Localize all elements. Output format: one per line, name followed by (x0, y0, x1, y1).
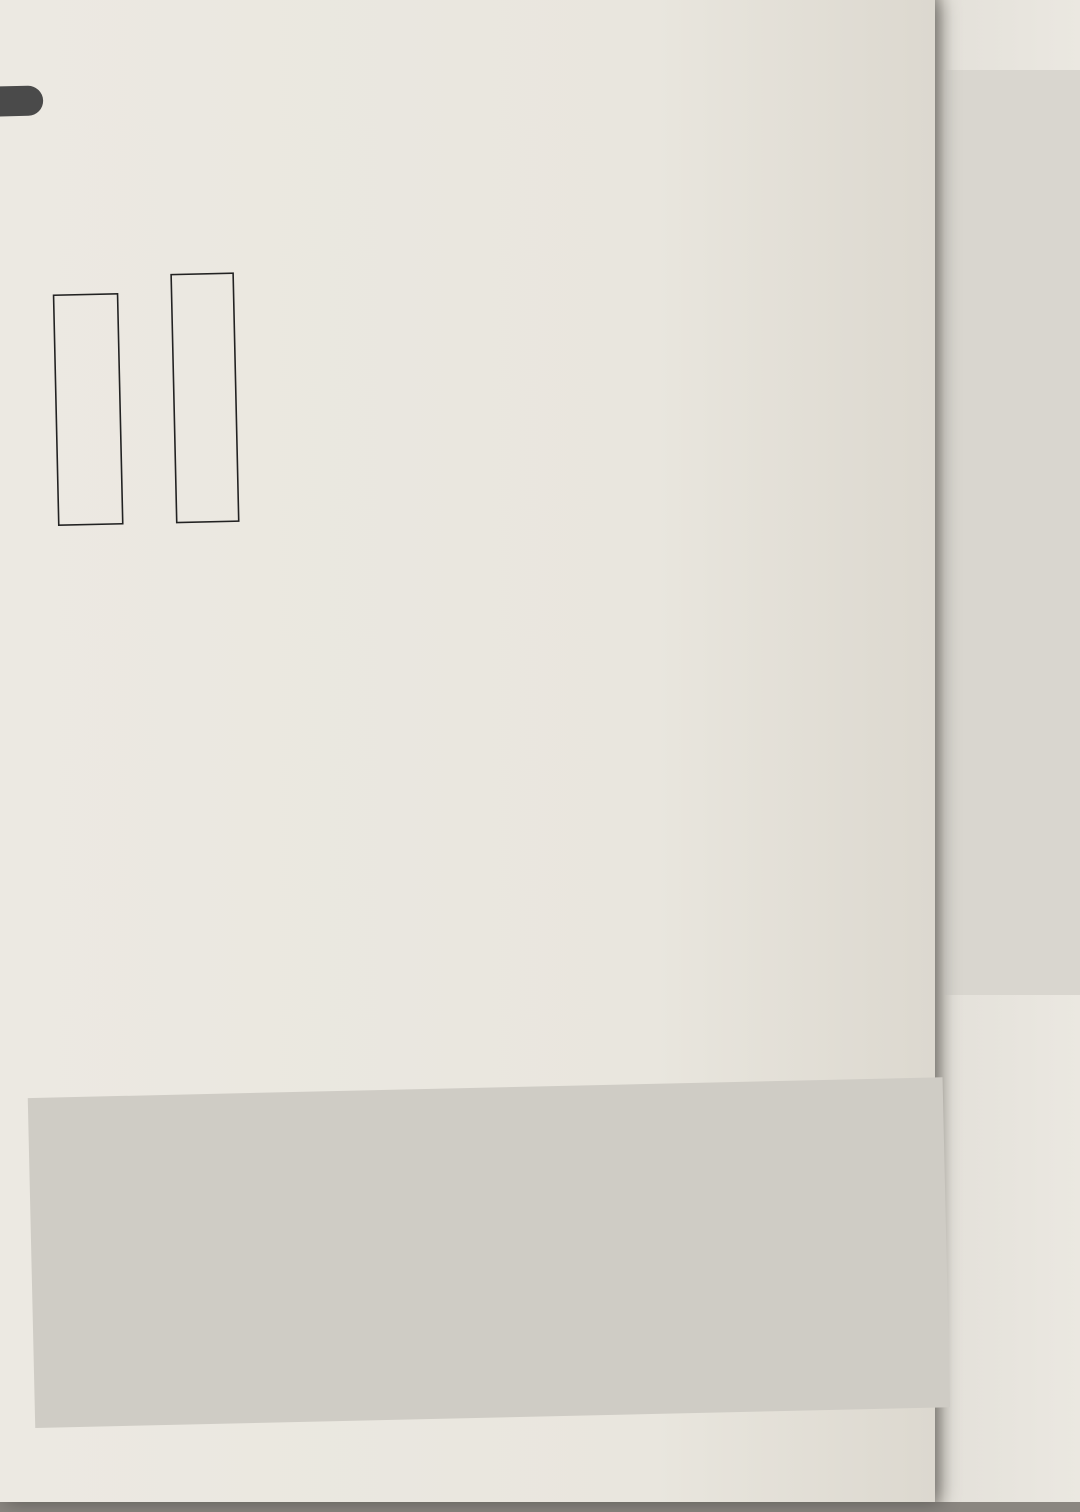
code-listing (28, 1077, 950, 1428)
paragraph-line (46, 102, 906, 122)
paragraph-data-processing (51, 796, 929, 1090)
caption-line (58, 561, 258, 566)
paragraph-line (83, 158, 907, 177)
page-number (0, 85, 43, 116)
paragraph-line (48, 229, 248, 234)
caption-line (58, 561, 258, 566)
right-code-box (935, 70, 1080, 995)
ov2640-box (54, 294, 123, 525)
paragraph-dma (54, 670, 918, 802)
figure-caption (58, 561, 258, 566)
paragraph-line (48, 186, 908, 206)
right-page (935, 0, 1080, 1502)
paragraph-data-collection (264, 228, 911, 568)
external-device-box (171, 273, 239, 522)
connection-diagram (51, 271, 265, 556)
paragraph-data-storage (56, 554, 914, 681)
figure-ov2640-connection (51, 271, 266, 606)
paragraph-line (46, 130, 906, 150)
